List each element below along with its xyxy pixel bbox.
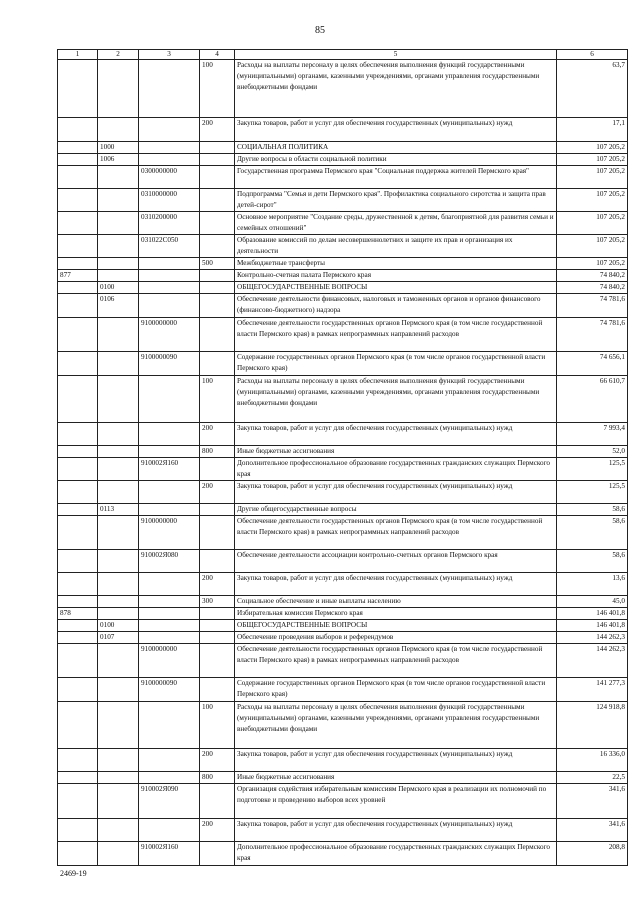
column-1-code xyxy=(58,446,98,458)
column-4-expense-type xyxy=(200,189,235,212)
column-3-target-code xyxy=(139,258,200,270)
table-row xyxy=(58,573,628,596)
column-6-amount: 7 993,4 xyxy=(557,423,628,446)
table-header-row xyxy=(58,50,628,60)
table-row xyxy=(58,481,628,504)
column-4-expense-type: 200 xyxy=(200,749,235,772)
table-row xyxy=(58,352,628,376)
column-3-target-code xyxy=(139,749,200,772)
column-5-name: Расходы на выплаты персоналу в целях обеспечения выполнения функций государственными (муниципальными) органами, казенными учреждениями, органами управления государственными внебюджетными фондами xyxy=(235,376,557,423)
column-3-target-code xyxy=(139,142,200,154)
column-2-section xyxy=(98,318,139,352)
column-4-expense-type xyxy=(200,550,235,573)
column-4-expense-type xyxy=(200,516,235,550)
column-3-target-code xyxy=(139,702,200,749)
column-4-expense-type xyxy=(200,282,235,294)
column-4-expense-type xyxy=(200,784,235,819)
column-5-name: Закупка товаров, работ и услуг для обеспечения государственных (муниципальных) нужд xyxy=(235,749,557,772)
column-6-amount: 125,5 xyxy=(557,481,628,504)
column-1-code xyxy=(58,458,98,481)
column-6-amount: 74 656,1 xyxy=(557,352,628,376)
column-4-expense-type xyxy=(200,644,235,678)
column-3-target-code xyxy=(139,608,200,620)
column-2-section xyxy=(98,258,139,270)
column-2-section: 1000 xyxy=(98,142,139,154)
column-3-target-code xyxy=(139,632,200,644)
column-2-section xyxy=(98,423,139,446)
column-1-code xyxy=(58,60,98,118)
column-header: 2 xyxy=(98,50,139,60)
column-2-section: 0100 xyxy=(98,282,139,294)
column-1-code xyxy=(58,142,98,154)
column-5-name: Закупка товаров, работ и услуг для обеспечения государственных (муниципальных) нужд xyxy=(235,423,557,446)
footer-code: 2469-19 xyxy=(60,869,87,878)
column-6-amount: 58,6 xyxy=(557,550,628,573)
column-2-section xyxy=(98,550,139,573)
column-2-section xyxy=(98,270,139,282)
column-4-expense-type xyxy=(200,154,235,166)
column-6-amount: 58,6 xyxy=(557,504,628,516)
column-4-expense-type: 200 xyxy=(200,423,235,446)
column-5-name: Подпрограмма "Семья и дети Пермского края". Профилактика социального сиротства и защита прав детей-сирот" xyxy=(235,189,557,212)
column-2-section xyxy=(98,573,139,596)
column-3-target-code: 9100000000 xyxy=(139,644,200,678)
column-3-target-code: 910002Я080 xyxy=(139,550,200,573)
column-header: 1 xyxy=(58,50,98,60)
column-6-amount: 16 336,0 xyxy=(557,749,628,772)
table-row xyxy=(58,772,628,784)
column-2-section xyxy=(98,596,139,608)
column-5-name: Социальное обеспечение и иные выплаты населению xyxy=(235,596,557,608)
budget-table xyxy=(57,49,628,866)
table-row xyxy=(58,620,628,632)
column-4-expense-type: 100 xyxy=(200,60,235,118)
column-1-code xyxy=(58,842,98,866)
column-2-section: 0106 xyxy=(98,294,139,318)
table-row xyxy=(58,235,628,258)
table-row xyxy=(58,678,628,702)
column-1-code xyxy=(58,516,98,550)
column-3-target-code xyxy=(139,573,200,596)
table-row xyxy=(58,142,628,154)
column-6-amount: 208,8 xyxy=(557,842,628,866)
column-5-name: Обеспечение деятельности государственных органов Пермского края (в том числе государственной власти Пермского края) в рамках непрограммных направлений расходов xyxy=(235,318,557,352)
column-5-name: Государственная программа Пермского края "Социальная поддержка жителей Пермского края" xyxy=(235,166,557,189)
column-3-target-code xyxy=(139,481,200,504)
table-row xyxy=(58,189,628,212)
column-2-section xyxy=(98,376,139,423)
column-2-section xyxy=(98,678,139,702)
column-2-section xyxy=(98,118,139,142)
column-5-name: Расходы на выплаты персоналу в целях обеспечения выполнения функций государственными (муниципальными) органами, казенными учреждениями, органами управления государственными внебюджетными фондами xyxy=(235,60,557,118)
table-row xyxy=(58,819,628,842)
column-4-expense-type: 200 xyxy=(200,481,235,504)
column-1-code xyxy=(58,235,98,258)
column-5-name: Избирательная комиссия Пермского края xyxy=(235,608,557,620)
table-row xyxy=(58,644,628,678)
column-5-name: Дополнительное профессиональное образование государственных гражданских служащих Пермского края xyxy=(235,842,557,866)
column-2-section xyxy=(98,644,139,678)
column-5-name: Закупка товаров, работ и услуг для обеспечения государственных (муниципальных) нужд xyxy=(235,819,557,842)
table-row xyxy=(58,702,628,749)
column-2-section: 0113 xyxy=(98,504,139,516)
column-3-target-code xyxy=(139,772,200,784)
column-6-amount: 52,0 xyxy=(557,446,628,458)
column-4-expense-type xyxy=(200,318,235,352)
column-5-name: Основное мероприятие "Создание среды, дружественной к детям, благоприятной для развития семьи и семейных отношений" xyxy=(235,212,557,235)
column-3-target-code xyxy=(139,423,200,446)
table-row xyxy=(58,596,628,608)
column-1-code xyxy=(58,632,98,644)
column-2-section xyxy=(98,235,139,258)
column-2-section xyxy=(98,212,139,235)
column-1-code xyxy=(58,678,98,702)
column-6-amount: 66 610,7 xyxy=(557,376,628,423)
column-1-code xyxy=(58,481,98,504)
column-2-section xyxy=(98,481,139,504)
column-5-name: ОБЩЕГОСУДАРСТВЕННЫЕ ВОПРОСЫ xyxy=(235,282,557,294)
column-6-amount: 144 262,3 xyxy=(557,644,628,678)
column-2-section xyxy=(98,352,139,376)
column-5-name: Обеспечение деятельности ассоциации контрольно-счетных органов Пермского края xyxy=(235,550,557,573)
column-2-section xyxy=(98,458,139,481)
column-2-section xyxy=(98,516,139,550)
column-4-expense-type: 100 xyxy=(200,702,235,749)
column-1-code xyxy=(58,749,98,772)
column-5-name: Расходы на выплаты персоналу в целях обеспечения выполнения функций государственными (муниципальными) органами, казенными учреждениями, органами управления государственными внебюджетными фондами xyxy=(235,702,557,749)
column-6-amount: 107 205,2 xyxy=(557,212,628,235)
column-4-expense-type: 100 xyxy=(200,376,235,423)
column-1-code xyxy=(58,352,98,376)
column-6-amount: 146 401,8 xyxy=(557,608,628,620)
column-6-amount: 125,5 xyxy=(557,458,628,481)
column-1-code xyxy=(58,644,98,678)
column-3-target-code xyxy=(139,504,200,516)
column-header: 3 xyxy=(139,50,200,60)
column-5-name: Организация содействия избирательным комиссиям Пермского края в реализации их полномочий по подготовке и проведению выборов всех уровней xyxy=(235,784,557,819)
column-2-section xyxy=(98,166,139,189)
table-row xyxy=(58,842,628,866)
column-1-code xyxy=(58,504,98,516)
column-4-expense-type: 800 xyxy=(200,446,235,458)
column-1-code xyxy=(58,318,98,352)
column-5-name: Закупка товаров, работ и услуг для обеспечения государственных (муниципальных) нужд xyxy=(235,573,557,596)
column-2-section xyxy=(98,446,139,458)
column-4-expense-type xyxy=(200,458,235,481)
column-4-expense-type xyxy=(200,842,235,866)
table-row xyxy=(58,423,628,446)
column-5-name: Содержание государственных органов Пермского края (в том числе органов государственной власти Пермского края) xyxy=(235,352,557,376)
column-3-target-code xyxy=(139,446,200,458)
column-6-amount: 63,7 xyxy=(557,60,628,118)
column-5-name: Обеспечение проведения выборов и референдумов xyxy=(235,632,557,644)
table-row xyxy=(58,118,628,142)
table-row xyxy=(58,258,628,270)
table-row xyxy=(58,60,628,118)
column-5-name: Другие общегосударственные вопросы xyxy=(235,504,557,516)
column-3-target-code xyxy=(139,376,200,423)
column-5-name: СОЦИАЛЬНАЯ ПОЛИТИКА xyxy=(235,142,557,154)
column-5-name: Иные бюджетные ассигнования xyxy=(235,772,557,784)
column-4-expense-type xyxy=(200,212,235,235)
column-4-expense-type xyxy=(200,166,235,189)
column-1-code xyxy=(58,784,98,819)
column-5-name: Иные бюджетные ассигнования xyxy=(235,446,557,458)
column-5-name: Дополнительное профессиональное образование государственных гражданских служащих Пермского края xyxy=(235,458,557,481)
column-4-expense-type: 300 xyxy=(200,596,235,608)
column-3-target-code: 031022С050 xyxy=(139,235,200,258)
column-3-target-code xyxy=(139,282,200,294)
column-5-name: Закупка товаров, работ и услуг для обеспечения государственных (муниципальных) нужд xyxy=(235,118,557,142)
column-1-code xyxy=(58,154,98,166)
column-4-expense-type xyxy=(200,608,235,620)
column-5-name: Обеспечение деятельности государственных органов Пермского края (в том числе государственной власти Пермского края) в рамках непрограммных направлений расходов xyxy=(235,516,557,550)
column-1-code xyxy=(58,376,98,423)
table-row xyxy=(58,270,628,282)
column-5-name: Обеспечение деятельности финансовых, налоговых и таможенных органов и органов финансового (финансово-бюджетного) надзора xyxy=(235,294,557,318)
table-row xyxy=(58,154,628,166)
column-3-target-code: 9100000000 xyxy=(139,516,200,550)
column-6-amount: 45,0 xyxy=(557,596,628,608)
column-4-expense-type xyxy=(200,352,235,376)
column-6-amount: 146 401,8 xyxy=(557,620,628,632)
column-4-expense-type: 200 xyxy=(200,118,235,142)
column-5-name: Контрольно-счетная палата Пермского края xyxy=(235,270,557,282)
column-3-target-code xyxy=(139,118,200,142)
column-1-code xyxy=(58,282,98,294)
column-3-target-code xyxy=(139,294,200,318)
column-2-section xyxy=(98,819,139,842)
column-1-code xyxy=(58,573,98,596)
column-3-target-code: 9100000000 xyxy=(139,318,200,352)
column-6-amount: 74 781,6 xyxy=(557,318,628,352)
page-number: 85 xyxy=(315,25,325,36)
column-2-section xyxy=(98,608,139,620)
column-1-code: 877 xyxy=(58,270,98,282)
column-6-amount: 107 205,2 xyxy=(557,189,628,212)
column-1-code xyxy=(58,772,98,784)
column-6-amount: 107 205,2 xyxy=(557,142,628,154)
table-row xyxy=(58,318,628,352)
column-6-amount: 13,6 xyxy=(557,573,628,596)
column-2-section xyxy=(98,772,139,784)
column-3-target-code: 9100000090 xyxy=(139,352,200,376)
column-3-target-code: 0300000000 xyxy=(139,166,200,189)
column-1-code xyxy=(58,189,98,212)
column-4-expense-type xyxy=(200,142,235,154)
column-1-code xyxy=(58,550,98,573)
column-5-name: Межбюджетные трансферты xyxy=(235,258,557,270)
column-4-expense-type xyxy=(200,270,235,282)
column-6-amount: 341,6 xyxy=(557,784,628,819)
column-4-expense-type xyxy=(200,632,235,644)
column-3-target-code: 0310000000 xyxy=(139,189,200,212)
table-row xyxy=(58,212,628,235)
column-2-section xyxy=(98,702,139,749)
column-5-name: Содержание государственных органов Пермского края (в том числе органов государственной власти Пермского края) xyxy=(235,678,557,702)
column-3-target-code xyxy=(139,154,200,166)
column-3-target-code xyxy=(139,620,200,632)
column-6-amount: 124 918,8 xyxy=(557,702,628,749)
column-1-code xyxy=(58,596,98,608)
column-5-name: ОБЩЕГОСУДАРСТВЕННЫЕ ВОПРОСЫ xyxy=(235,620,557,632)
column-4-expense-type: 200 xyxy=(200,819,235,842)
column-6-amount: 107 205,2 xyxy=(557,258,628,270)
column-1-code xyxy=(58,118,98,142)
table-row xyxy=(58,458,628,481)
column-6-amount: 74 781,6 xyxy=(557,294,628,318)
column-6-amount: 341,6 xyxy=(557,819,628,842)
table-row xyxy=(58,608,628,620)
column-6-amount: 107 205,2 xyxy=(557,154,628,166)
column-1-code xyxy=(58,294,98,318)
column-header: 5 xyxy=(235,50,557,60)
column-4-expense-type xyxy=(200,235,235,258)
table-row xyxy=(58,294,628,318)
column-1-code xyxy=(58,258,98,270)
column-6-amount: 22,5 xyxy=(557,772,628,784)
column-1-code xyxy=(58,620,98,632)
column-6-amount: 74 840,2 xyxy=(557,270,628,282)
column-3-target-code xyxy=(139,270,200,282)
column-1-code: 878 xyxy=(58,608,98,620)
column-1-code xyxy=(58,166,98,189)
column-5-name: Обеспечение деятельности государственных органов Пермского края (в том числе государственной власти Пермского края) в рамках непрограммных направлений расходов xyxy=(235,644,557,678)
column-2-section xyxy=(98,784,139,819)
column-4-expense-type: 200 xyxy=(200,573,235,596)
column-2-section xyxy=(98,60,139,118)
table-row xyxy=(58,446,628,458)
column-header: 4 xyxy=(200,50,235,60)
column-6-amount: 58,6 xyxy=(557,516,628,550)
column-2-section: 1006 xyxy=(98,154,139,166)
column-2-section xyxy=(98,842,139,866)
column-3-target-code: 910002Я160 xyxy=(139,842,200,866)
column-1-code xyxy=(58,423,98,446)
column-1-code xyxy=(58,819,98,842)
column-3-target-code xyxy=(139,819,200,842)
column-3-target-code: 9100000090 xyxy=(139,678,200,702)
column-2-section: 0107 xyxy=(98,632,139,644)
column-2-section xyxy=(98,189,139,212)
table-row xyxy=(58,166,628,189)
table-row xyxy=(58,282,628,294)
column-6-amount: 144 262,3 xyxy=(557,632,628,644)
column-header: 6 xyxy=(557,50,628,60)
table-row xyxy=(58,504,628,516)
column-3-target-code: 0310200000 xyxy=(139,212,200,235)
column-5-name: Образование комиссий по делам несовершеннолетних и защите их прав и организация их деятельности xyxy=(235,235,557,258)
column-1-code xyxy=(58,212,98,235)
column-6-amount: 74 840,2 xyxy=(557,282,628,294)
table-row xyxy=(58,749,628,772)
column-6-amount: 107 205,2 xyxy=(557,166,628,189)
column-4-expense-type xyxy=(200,504,235,516)
column-3-target-code: 910002Я090 xyxy=(139,784,200,819)
column-2-section xyxy=(98,749,139,772)
column-4-expense-type: 800 xyxy=(200,772,235,784)
column-6-amount: 17,1 xyxy=(557,118,628,142)
column-2-section: 0100 xyxy=(98,620,139,632)
table-row xyxy=(58,550,628,573)
table-row xyxy=(58,784,628,819)
column-6-amount: 141 277,3 xyxy=(557,678,628,702)
column-1-code xyxy=(58,702,98,749)
table-row xyxy=(58,516,628,550)
column-5-name: Закупка товаров, работ и услуг для обеспечения государственных (муниципальных) нужд xyxy=(235,481,557,504)
column-4-expense-type xyxy=(200,620,235,632)
column-3-target-code: 910002Я160 xyxy=(139,458,200,481)
column-3-target-code xyxy=(139,60,200,118)
table-row xyxy=(58,376,628,423)
column-4-expense-type xyxy=(200,294,235,318)
column-4-expense-type: 500 xyxy=(200,258,235,270)
table-row xyxy=(58,632,628,644)
column-5-name: Другие вопросы в области социальной политики xyxy=(235,154,557,166)
column-3-target-code xyxy=(139,596,200,608)
column-6-amount: 107 205,2 xyxy=(557,235,628,258)
column-4-expense-type xyxy=(200,678,235,702)
